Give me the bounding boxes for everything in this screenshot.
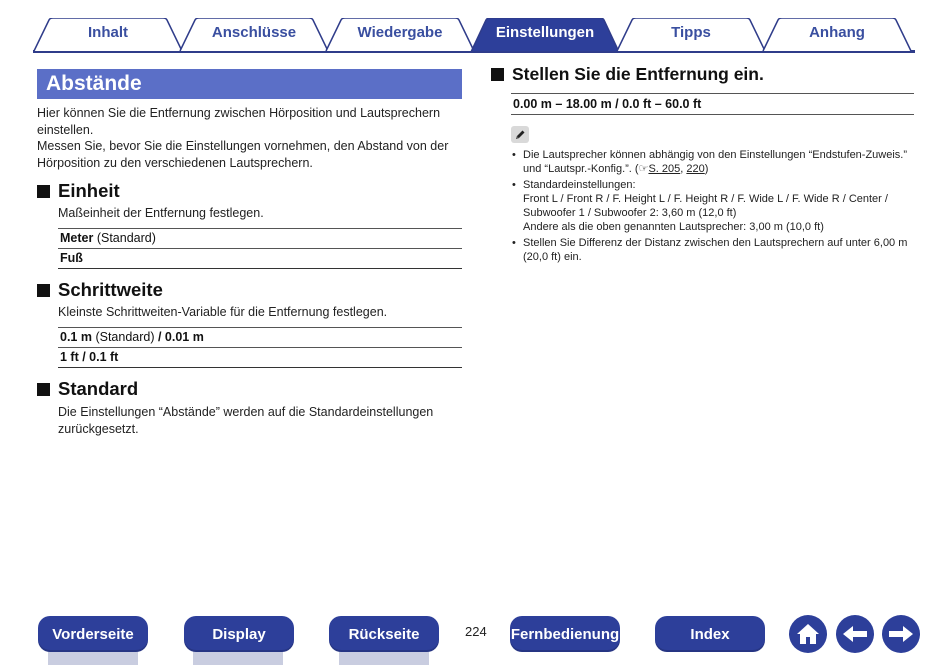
note-separator: , [680,163,687,175]
tab-label: Einstellungen [495,23,595,41]
page-reference-link[interactable]: 220 [686,163,705,175]
option-label: 0.1 m [60,330,92,344]
option-label: Meter [60,231,94,245]
vorderseite-button[interactable]: Vorderseite [38,616,148,652]
nav-shadow [48,650,138,665]
einheit-option-meter[interactable] [58,228,462,248]
note-item: • Stellen Sie Differenz der Distanz zwischen den Lautsprechern auf unter 6,00 m (20,0 ft) ein. [512,237,908,263]
note-item: • Standardeinstellungen: Front L / Front R / F. Height L / F. Height R / F. Wide L / F. Wide R / Center / Subwoofer 1 / Subwoofer 2: 3,60 m (12,0 ft) Andere als die oben genannten Lautsprecher: 3,00 m (10,0 ft) [512,178,912,234]
note-text: Front L / Front R / F. Height L / F. Height R / F. Wide L / F. Wide R / Center / Subwoofer 1 / Subwoofer 2: 3,60 m (12,0 ft) [523,193,888,219]
tab-inhalt[interactable] [33,18,183,52]
tab-label: Wiedergabe [357,23,443,41]
schrittweite-option-metric[interactable] [58,327,462,347]
heading-square-icon [37,185,50,198]
note-text: Die Lautsprecher können abhängig von den Einstellungen “Endstufen-Zuweis.” und “Lautspr.-Konfig.”. ( [523,149,908,175]
tab-label: Inhalt [88,23,128,41]
nav-shadow [193,650,283,665]
einheit-description: Maßeinheit der Entfernung festlegen. [58,206,264,220]
tab-label: Anhang [809,23,865,41]
schrittweite-description: Kleinste Schrittweiten-Variable für die Entfernung festlegen. [58,305,388,319]
standard-description: Die Einstellungen “Abstände” werden auf die Standardeinstellungen zurückgesetzt. [58,405,434,436]
tab-label: Anschlüsse [211,23,297,41]
option-label: 1 ft / 0.1 ft [60,350,119,364]
tab-wiedergabe[interactable] [325,18,475,52]
tab-anschluesse[interactable] [179,18,329,52]
heading-square-icon [37,284,50,297]
option-label: Fuß [60,251,83,265]
heading-einheit [37,180,120,202]
arrow-right-icon[interactable] [882,615,920,653]
arrow-left-icon[interactable] [836,615,874,653]
note-text: Stellen Sie Differenz der Distanz zwischen den Lautsprechern auf unter 6,00 m (20,0 ft) ein. [523,237,908,263]
tab-label: Tipps [671,23,711,41]
heading-schrittweite [37,279,163,301]
option-label-b: / 0.01 m [157,330,204,344]
heading-square-icon [37,383,50,396]
intro-paragraph-2: Messen Sie, bevor Sie die Einstellungen vornehmen, den Abstand von der Hörposition zu den verschiedenen Lautsprechern. [37,139,449,170]
nav-shadow [339,650,429,665]
option-suffix: (Standard) [93,231,156,245]
option-suffix: (Standard) [91,330,158,344]
note-text: Standardeinstellungen: [523,179,636,191]
heading-text: Stellen Sie die Entfernung ein. [512,64,764,84]
heading-square-icon [491,68,504,81]
tab-anhang[interactable] [762,18,912,52]
rueckseite-button[interactable]: Rückseite [329,616,439,652]
heading-standard [37,378,138,400]
note-text-end: ) [704,163,709,175]
note-item: • Die Lautsprecher können abhängig von den Einstellungen “Endstufen-Zuweis.” und “Lautspr.-Konfig.”. (☞S. 205, 220) [512,149,908,175]
distance-range: 0.00 m – 18.00 m / 0.0 ft – 60.0 ft [511,93,914,115]
heading-text: Schrittweite [58,279,163,300]
pencil-icon [511,126,529,143]
intro-paragraph-1: Hier können Sie die Entfernung zwischen Hörposition und Lautsprechern einstellen. [37,106,441,137]
tab-tipps[interactable] [616,18,766,52]
heading-text: Standard [58,378,139,399]
note-text: Andere als die oben genannten Lautsprecher: 3,00 m (10,0 ft) [523,221,824,233]
index-button[interactable]: Index [655,616,765,652]
heading-text: Einheit [58,180,120,201]
home-icon[interactable] [789,615,827,653]
hand-pointer-icon: ☞ [638,163,649,175]
top-tab-bar [0,0,950,56]
notes-list [512,148,912,266]
page-reference-link[interactable]: S. 205 [648,163,681,175]
heading-entfernung [491,64,764,85]
page-number: 224 [465,624,487,639]
einheit-option-fuss[interactable] [58,248,462,269]
page-title: Abstände [37,69,462,99]
tab-einstellungen[interactable] [470,18,620,52]
display-button[interactable]: Display [184,616,294,652]
schrittweite-option-imperial[interactable] [58,347,462,368]
fernbedienung-button[interactable]: Fernbedienung [510,616,620,652]
